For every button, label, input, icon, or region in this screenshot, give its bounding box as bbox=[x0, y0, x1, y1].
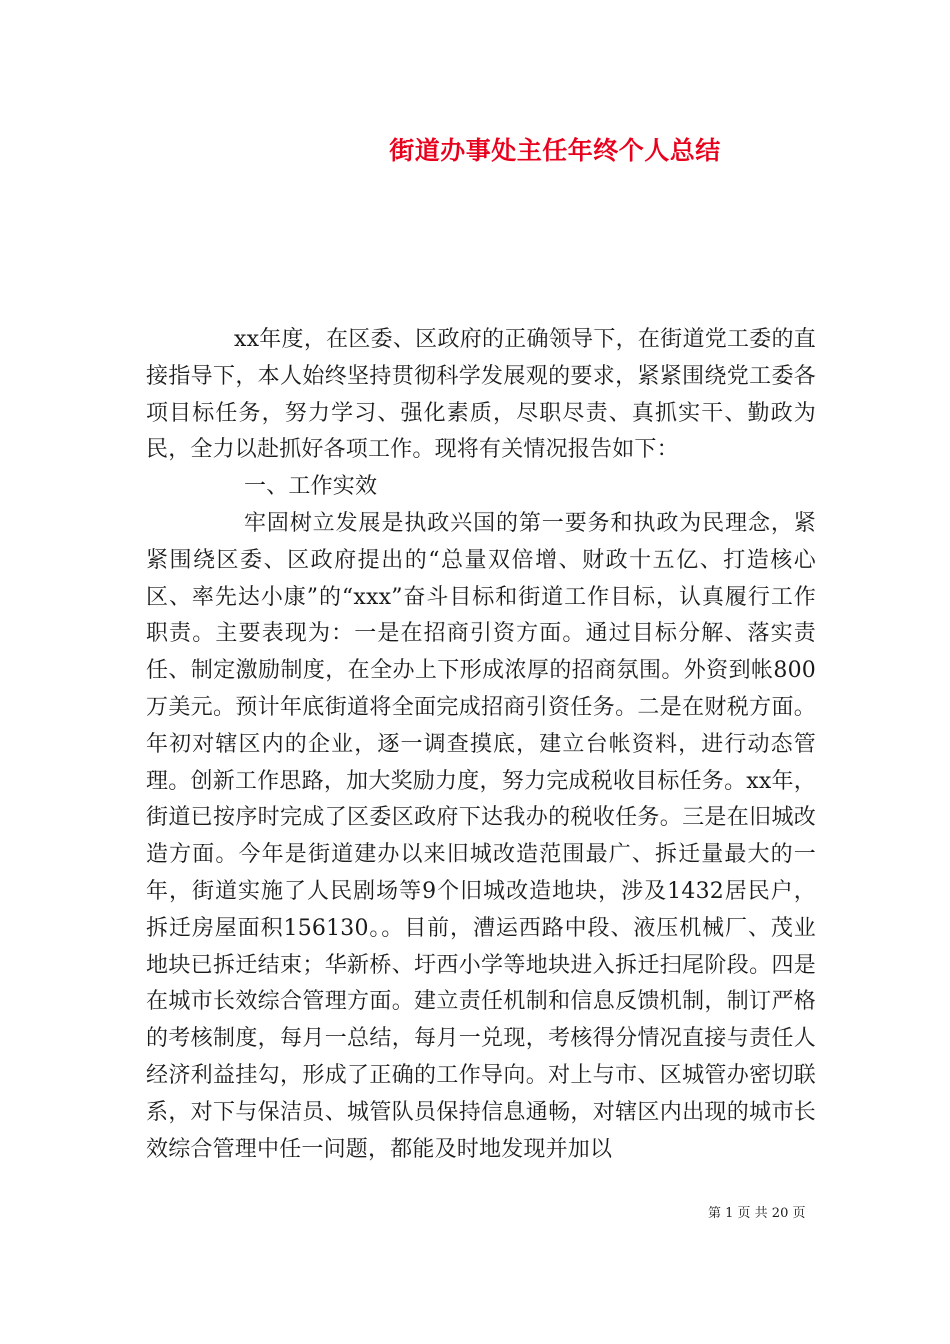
document-body bbox=[146, 322, 816, 1168]
section-heading: 一、工作实效 bbox=[244, 474, 378, 500]
body-paragraph: 牢固树立发展是执政兴国的第一要务和执政为民理念，紧紧围绕区委、区政府提出的“总量双倍增、财政十五亿、打造核心区、率先达小康”的“xxx”奋斗目标和街道工作目标，认真履行工作职责。主要表现为：一是在招商引资方面。通过目标分解、落实责任、制定激励制度，在全办上下形成浓厚的招商氛围。外资到帐800万美元。预计年底街道将全面完成招商引资任务。二是在财税方面。年初对辖区内的企业，逐一调查摸底，建立台帐资料，进行动态管理。创新工作思路，加大奖励力度，努力完成税收目标任务。xx年，街道已按序时完成了区委区政府下达我办的税收任务。三是在旧城改造方面。今年是街道建办以来旧城改造范围最广、拆迁量最大的一年，街道实施了人民剧场等9个旧城改造地块，涉及1432居民户，拆迁房屋面积156130。。目前，漕运西路中段、液压机械厂、茂业地块已拆迁结束；华新桥、圩西小学等地块进入拆迁扫尾阶段。四是在城市长效综合管理方面。建立责任机制和信息反馈机制，制订严格的考核制度，每月一总结，每月一兑现，考核得分情况直接与责任人经济利益挂勾，形成了正确的工作导向。对上与市、区城管办密切联系，对下与保洁员、城管队员保持信息通畅，对辖区内出现的城市长效综合管理中任一问题，都能及时地发现并加以 bbox=[146, 510, 816, 1162]
page-number: 第 1 页 共 20 页 bbox=[708, 1206, 806, 1221]
intro-paragraph: xx年度，在区委、区政府的正确领导下，在街道党工委的直接指导下，本人始终坚持贯彻科学发展观的要求，紧紧围绕党工委各项目标任务，努力学习、强化素质，尽职尽责、真抓实干、勤政为民，全力以赴抓好各项工作。现将有关情况报告如下： bbox=[146, 327, 816, 463]
document-title: 街道办事处主任年终个人总结 bbox=[389, 136, 721, 165]
